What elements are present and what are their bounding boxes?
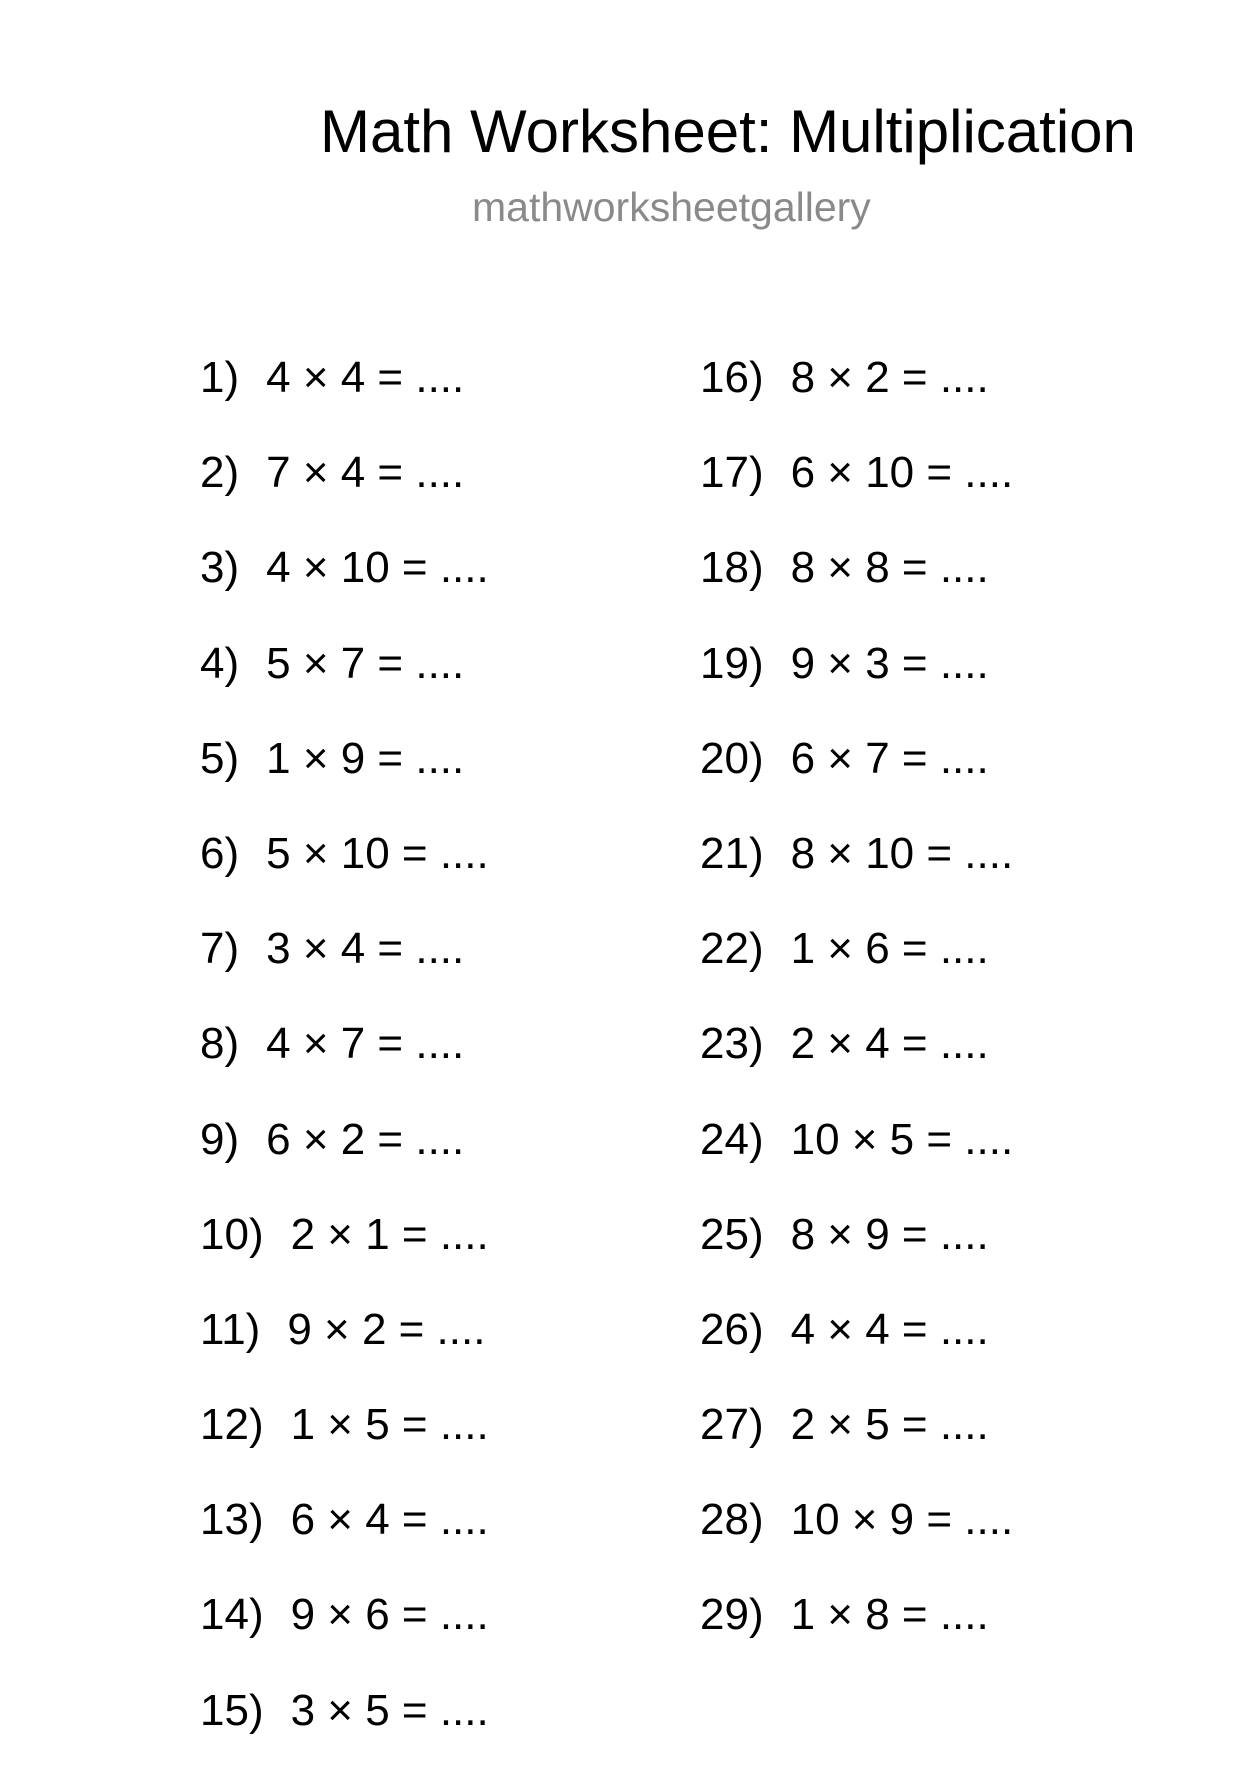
problem-item [700,1016,1220,1111]
problem-item [700,636,1220,731]
problem-item [700,1397,1220,1492]
problem-expression: 4 × 7 = .... [266,1019,465,1069]
problem-number: 29) [700,1590,764,1640]
problem-item [200,350,720,445]
problem-expression: 6 × 7 = .... [790,733,989,783]
problem-expression: 3 × 4 = .... [266,924,465,974]
problem-number: 1) [200,353,240,402]
page-title: Math Worksheet: Multiplication [320,98,1136,165]
problem-expression: 6 × 10 = .... [790,448,1014,498]
problem-item [200,1302,720,1397]
problem-number: 15) [200,1685,264,1735]
problem-number: 13) [200,1495,264,1545]
problem-item [200,1112,720,1207]
problem-expression: 2 × 5 = .... [790,1400,989,1450]
problem-item [700,731,1220,826]
problem-number: 22) [700,924,764,974]
problem-expression: 4 × 4 = .... [266,353,465,402]
problem-expression: 1 × 5 = .... [290,1400,489,1450]
problem-number: 5) [200,733,240,783]
problem-item [700,350,1220,445]
problem-number: 18) [700,543,764,593]
problem-item [200,1016,720,1111]
problem-number: 24) [700,1114,764,1164]
problem-item [200,540,720,635]
problem-expression: 2 × 1 = .... [290,1209,489,1259]
problem-item [200,636,720,731]
problem-expression: 2 × 4 = .... [790,1019,989,1069]
problem-number: 7) [200,924,240,974]
problem-item [700,1207,1220,1302]
problem-expression: 9 × 2 = .... [287,1304,486,1354]
problem-expression: 1 × 9 = .... [266,733,465,783]
problem-expression: 7 × 4 = .... [266,448,465,498]
problem-number: 26) [700,1304,764,1354]
problem-number: 14) [200,1590,264,1640]
problem-number: 25) [700,1209,764,1259]
problem-number: 19) [700,638,764,688]
problem-number: 9) [200,1114,240,1164]
problem-expression: 1 × 8 = .... [790,1590,989,1640]
problem-item [200,1587,720,1682]
problem-item [200,826,720,921]
problem-item [200,445,720,540]
problem-number: 20) [700,733,764,783]
problem-number: 16) [700,353,764,402]
problem-item [700,826,1220,921]
problem-number: 8) [200,1019,240,1069]
problem-item [200,921,720,1016]
problem-number: 3) [200,543,240,593]
problem-expression: 9 × 3 = .... [790,638,989,688]
problem-item [700,921,1220,1016]
problem-item [700,1492,1220,1587]
problem-number: 12) [200,1400,264,1450]
problem-item [200,731,720,826]
problem-expression: 8 × 9 = .... [790,1209,989,1259]
problem-expression: 10 × 9 = .... [790,1495,1014,1545]
problem-item [700,1112,1220,1207]
problem-expression: 6 × 4 = .... [290,1495,489,1545]
problem-item [200,1683,720,1778]
problem-expression: 9 × 6 = .... [290,1590,489,1640]
problem-expression: 4 × 10 = .... [266,543,489,593]
problem-number: 6) [200,828,240,878]
problem-item [200,1207,720,1302]
problem-number: 11) [200,1304,261,1354]
problem-item [700,1587,1220,1682]
problem-number: 23) [700,1019,764,1069]
problem-column-right [700,350,1220,1683]
problem-expression: 1 × 6 = .... [790,924,989,974]
problem-column-left [200,350,720,1778]
problem-expression: 8 × 2 = .... [790,353,989,402]
problem-item [700,540,1220,635]
problem-item [700,445,1220,540]
problem-number: 27) [700,1400,764,1450]
problem-expression: 5 × 7 = .... [266,638,465,688]
problem-expression: 10 × 5 = .... [790,1114,1014,1164]
problem-number: 17) [700,448,764,498]
problem-item [700,1302,1220,1397]
problem-expression: 6 × 2 = .... [266,1114,465,1164]
problem-expression: 8 × 10 = .... [790,828,1014,878]
problem-number: 21) [700,828,764,878]
problem-number: 2) [200,448,240,498]
problem-number: 28) [700,1495,764,1545]
problem-expression: 4 × 4 = .... [790,1304,989,1354]
problem-number: 4) [200,638,240,688]
problem-number: 10) [200,1209,264,1259]
problem-item [200,1492,720,1587]
problem-expression: 8 × 8 = .... [790,543,989,593]
problem-expression: 5 × 10 = .... [266,828,489,878]
page-subtitle: mathworksheetgallery [472,184,871,230]
problem-expression: 3 × 5 = .... [290,1685,489,1735]
problem-item [200,1397,720,1492]
